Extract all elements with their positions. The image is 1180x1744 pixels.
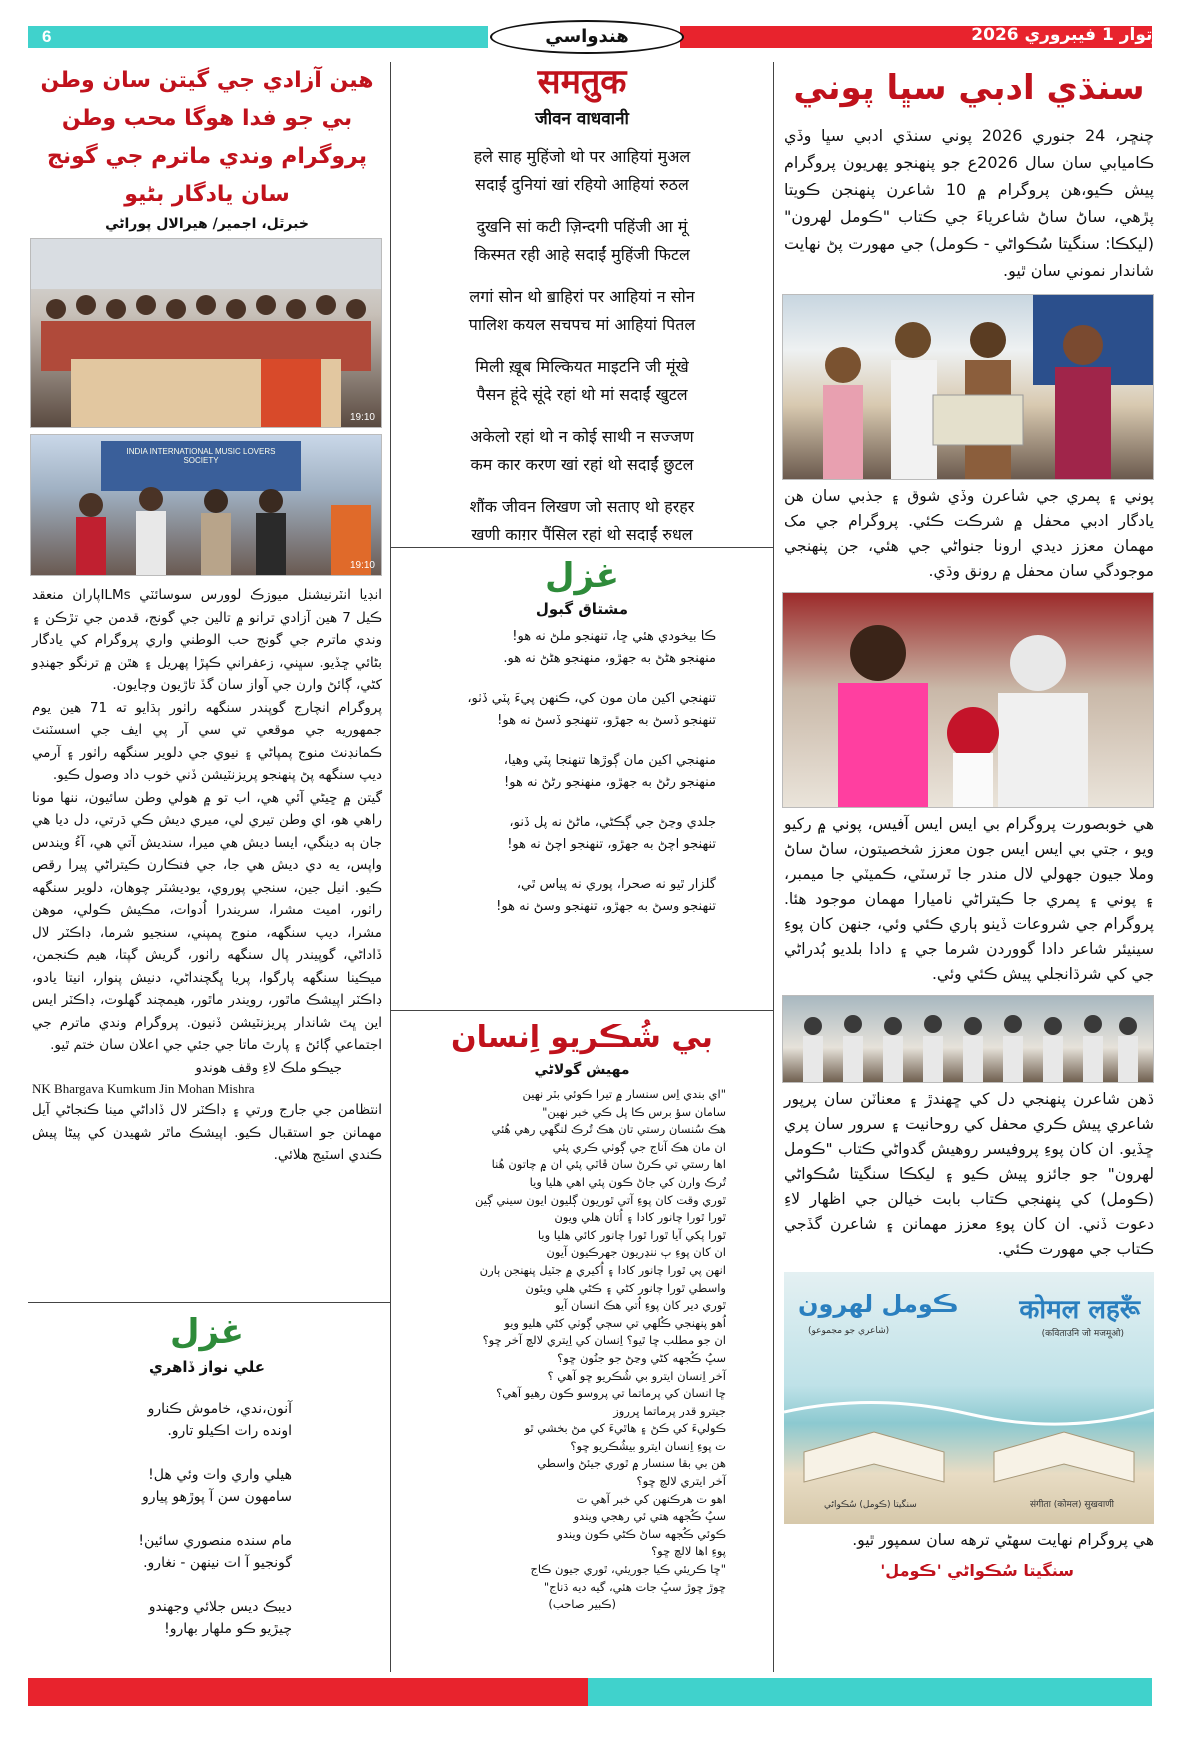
poem-line: कम कार करण खां रहां थो सदाईं छुटल	[470, 455, 694, 474]
middle-poem3	[398, 1018, 766, 1672]
poem-line: هيلي واري وات وئي هل!	[148, 1467, 292, 1483]
poem-line: शौंक जीवन लिखण जो सताए थो हरहर	[469, 497, 695, 516]
footer-bar-teal	[588, 1678, 1152, 1706]
issue-date: آرتوار 1 فيبروري 2026	[971, 25, 1168, 45]
people-illustration	[783, 593, 1153, 807]
photo-caption: هي پروگرام نهايت سهڻي ترهه سان سمپور ٿيو.	[852, 1531, 1154, 1549]
poem-line	[32, 1442, 292, 1464]
event-photo	[30, 238, 382, 428]
header-bar-teal	[28, 26, 488, 48]
book-subtitle-sindhi: (شاعري جو مجموعو)	[808, 1326, 890, 1336]
poem-line: ٿوري وقت کان پوءِ آتي ٿوريون ڳليون ايون سيني ڳين	[475, 1192, 726, 1207]
article-body: جيڪو ملڪ لاءِ وقف هوندو	[195, 1059, 342, 1076]
poem-line: منهنجو هڻڻ به جهڙو، منهنجو هڻڻ نه هو.	[503, 651, 716, 666]
poem-title: بي شُڪريو اِنسان	[451, 1020, 713, 1055]
poem-line: ان کان پوءِ ٻ ننڍريون جهرڪيون آيون	[546, 1245, 726, 1260]
page-footer	[0, 1678, 1180, 1708]
poem-line: हले साह मुहिंजो थो पर आहियां मुअल	[473, 147, 691, 166]
poem-line: تنهنجي اکين مان مون کي، ڪنهن پيءَ پٽي ڏٺو،	[467, 691, 716, 706]
photo-caption: ڌهن شاعرن پنهنجي دل کي ڇهندڙ ۽ معناٽن سان پرپور شاعري پيش ڪري محفل کي روحانيت ۽ سرور سان پري ڇڏيو. ان کان پوءِ پروفيسر روهيش گدواڻي ڪتاب "ڪومل لهرون" جو جائزو پيش ڪيو ۽ ليکڪا سنگيتا سُڪواڻي (ڪومل) کي پنهنجي ڪتاب بابت خيالن جي اظهار لاءِ دعوت ڏني. ان کان پوءِ معزز مهمانن ۽ شاعرن گڏجي ڪتاب جي مهورت ڪئي.	[784, 1090, 1154, 1258]
poem-title: غزل	[170, 1312, 244, 1352]
poem-line: چيڙيو ڪو ملهار بهارو!	[164, 1621, 292, 1637]
poem-line: ڇا انسان کي پرماتما تي پروسو ڪون رهيو آهي؟	[496, 1386, 726, 1401]
column-divider	[773, 62, 774, 1672]
event-photo	[782, 995, 1154, 1083]
people-illustration	[783, 996, 1153, 1082]
poem-line: ڪوئي ڪُجهه ساڻ ڪڻي ڪون ويندو	[557, 1526, 726, 1541]
poem-line: ٿورا پکي آيا ٿورا ٿورا چانور کائي هليا ويا	[537, 1227, 726, 1242]
poem-line	[32, 1574, 292, 1596]
article-title: سنڌي ادبي سڀا پوني	[793, 68, 1145, 108]
poem-line: گلزار ٿيو نه صحرا، پوري نه پياس ٿي،	[516, 877, 716, 892]
right-column	[784, 62, 1154, 1672]
article-intro: چنڇر، 24 جنوري 2026 پوني سنڌي ادبي سڀا وڏي ڪاميابي سان سال 2026ع جو پنهنجو پهريون پروگرام پيش ڪيو،هن پروگرام ۾ 10 شاعرن پنهنجن ڪويتا پڙهي، ساڻ ساڻ شاعرياءَ جي ڪتاب "ڪومل لهرون" (ليکڪا: سنگيتا سُڪواڻي - ڪومل) جي مهورت پڻ نهايت شاندار نموني سان ٿيو.	[784, 126, 1155, 280]
poem-body	[398, 626, 766, 918]
banner-text: INDIA INTERNATIONAL MUSIC LOVERS SOCIETY	[126, 447, 276, 465]
book-title-sindhi: ڪومل لهرون	[798, 1290, 959, 1318]
poem-line: अकेलो रहां थो न कोई साथी न सज्जण	[470, 427, 694, 446]
poem-line: انهن پي ٿورا چانور کادا ۽ اُکيري ۾ جٽيل پنهنجن ٻارن	[479, 1262, 726, 1277]
photo-caption: پوني ۽ پمري جي شاعرن وڏي شوق ۽ جذبي سان هن يادگار ادبي محفل ۾ شرڪت ڪئي. پروگرام جي مک مهمان معزز ديدي ارونا جنواڻي جي هئي، جن پنهنجي موجودگي سان محفل ۾ رونق وڌي.	[784, 487, 1154, 580]
poem-author: مهيش گولاڻي	[534, 1062, 630, 1078]
poem-line: واسطي ٿورا چانور کڻي ۽ ڪڻي هلي ويئون	[525, 1280, 726, 1295]
reporter-name: سنگيتا سُڪواڻي 'ڪومل'	[880, 1561, 1074, 1580]
poem-line: ٿورا ٿورا چانور کادا ۽ اُتان هلي ويون	[554, 1210, 726, 1225]
poem-line: جيترو قدر پرماتما ڀرروز	[613, 1403, 726, 1418]
poem-author: مشتاق گبول	[535, 600, 629, 618]
poem-line: ديبڪ ديس جلائي وجهندو	[148, 1599, 292, 1615]
poem-line: किस्मत रही आहे सदाईं मुहिंजी फिटल	[474, 245, 690, 264]
article-byline: خبرٿل، اجمير/ هيرالال پوراڻي	[105, 216, 309, 232]
poem-line: سڀُ ڪُجهه کڻي وڃڻ جو جنُون ڇو؟	[557, 1350, 726, 1365]
poem-line: मिली ख़ूब मिल्किय‍त माइटनि जी मूंखे	[475, 357, 689, 376]
book-title-devanagari: कोमल लहरूँ	[1019, 1295, 1140, 1325]
article-body: انتظامن جي جارج ورتي ۽ ڊاڪٽر لال ڏاداڻي مينا ڪنجاڻي آيل مهمانن جو استقبال ڪيو. اپيشڪ ماٿر شهيدن کي پيڻا پيش ڪندي اسٽيج هلائي.	[32, 1102, 382, 1163]
event-photo	[782, 592, 1154, 808]
article-body: پروگرام انچارج گوپندر سنگهه راٺور ٻڌايو ته 71 هين يوم جمهوريه جي موقعي تي سي آر پي ايف جي اسسٽنٽ ڪمانڊنٽ منوج پمپاڻي ۽ نيوي جي دلوير سنگهه راٺور ۽ آرمي ديپ سنگهه پڻ پنهنجو پريزنٽيشن ڏني خوب داد وصول ڪيو.	[32, 699, 382, 783]
book-subtitle-devanagari: (कविताउनि जो मजमूओ)	[1041, 1329, 1124, 1339]
event-photo	[30, 434, 382, 576]
section-divider	[28, 1302, 390, 1303]
poem-line: पैसन हूंदे सूंदे रहां थो मां सदाईं खुटल	[476, 385, 688, 404]
column-divider	[390, 62, 391, 1672]
poem-author: जीवन वाधवानी	[535, 109, 629, 129]
poem-line: दुखनि सां कटी ज़िन्दगी पहिंजी आ मूं	[476, 217, 688, 236]
book-author-sindhi: سنگيتا (ڪومل) سُڪواڻي	[824, 1500, 917, 1510]
poem-line: تنهنجو ڏسڻ به جهڙو، تنهنجو ڏسڻ نه هو!	[497, 713, 716, 728]
left-ghazal	[32, 1312, 382, 1672]
poem-line: پوءِ اها لالچ ڇو؟	[651, 1544, 726, 1559]
poem-line: ت پوءِ اِنسان ايترو بيشُڪريو ڇو؟	[570, 1438, 726, 1453]
poem-line: تنهنجو وسڻ به جهڙو، تنهنجو وسڻ نه هو!	[496, 899, 716, 914]
poem-line: مام سنده منصوري سائين!	[138, 1533, 292, 1549]
poem-line: اهو ت هرڪنهن کي خبر آهي ت	[576, 1491, 726, 1506]
event-photo	[782, 294, 1154, 480]
article-body: انڊيا انٽرنيشنل ميوزڪ لوورس سوسائٽي ILMsپاران منعقد ڪيل 7 هين آزادي ترانو ۾ تالين جي گونج، قدمن جي تڙڪن ۽ وندي ماترم جي گونج حب الوطني واري پروگرام کي يادگار بڻائي ڇڏيو. سڀني، زعفراني ڪپڙا پهريل ۽ هٿن ۾ ترنگو جهنڊو کڻي، ڳائڻ وارن جي آواز سان گڏ تاڙيون وڄايون.	[32, 587, 382, 693]
book-author-devanagari: संगीता (कोमल) सुखवाणी	[1029, 1500, 1114, 1510]
poem-line: سڀُ ڪُجهه هتي ئي رهجي ويندو	[573, 1509, 726, 1524]
poem-line: سامان سؤ برس ڪا پل ڪي خبر نهين"	[542, 1104, 726, 1119]
article-body-latin: NK Bhargava Kumkum Jin Mohan Mishra	[32, 1081, 255, 1096]
poem-title: غزل	[545, 556, 619, 596]
people-illustration	[783, 295, 1153, 479]
page-number: 6	[42, 27, 52, 46]
section-divider	[390, 547, 773, 548]
poem-line: खणी काग़र पैंसिल रहां थो सदाईं रुधल	[471, 525, 693, 544]
poem-line: اها رستي تي ڪرڻ سان ڦاٽي پئي ان ۾ چاتون هُنا	[491, 1157, 726, 1172]
poem-line: ڇوڙ ڇوڙ سڀُ جات هئي، گيه ديه ڌناج"	[543, 1579, 726, 1594]
poem-line: "اي بندي اِس سنسار ۾ تيرا ڪوئي بٽر نهين	[522, 1087, 726, 1101]
poem-line: ڪوليءَ کي ڪڻ ۽ هاٿيءَ کي مڻ بخشي ٿو	[524, 1421, 726, 1436]
article-title: هين آزادي جي گيتن سان وطن بي جو فدا هوگا محب وطن پروگرام وندي ماترم جي گونج سان يادگار بڻيو	[40, 68, 374, 207]
poem-line: آنون،ندي، خاموش ڪنارو	[147, 1401, 292, 1417]
poem-title: समतुक	[537, 62, 627, 102]
poem-line: ان جو مطلب ڇا ٿيو؟ اِنسان کي اِيتري لالچ آخر ڇو؟	[482, 1333, 726, 1348]
poem-line: هڪ سُنسان رستي تان هڪ تُرڪ لنگهي رهي هُئي	[491, 1122, 726, 1137]
photo-timestamp: 19:10	[349, 412, 375, 423]
poem-author: علي نواز ڏاهري	[148, 1358, 266, 1376]
poem-line: جلدي وڃڻ جي ڳڪڻي، ماڻڻ نه پل ڏنو،	[509, 815, 716, 830]
poem-line: اونده رات اڪيلو تارو.	[167, 1423, 292, 1439]
section-divider	[390, 1010, 773, 1011]
poem-line: هن بي بقا سنسار ۾ ٿوري جيئڻ واسطي	[537, 1456, 726, 1471]
poem-line: تُرڪ وارن کي جاڻ ڪون پئي اهي هليا ويا	[529, 1174, 726, 1189]
poem-line: ٿوري دير کان پوءِ اُتي هڪ انسان آيو	[554, 1298, 726, 1313]
poem-line: تنهنجو اچڻ به جهڙو، تنهنجو اچڻ نه هو!	[507, 837, 716, 852]
poem-line: گونجيو آ ات نينهن - نغارو.	[143, 1555, 292, 1571]
poem-line: آخر ايتري لالچ ڇو؟	[636, 1474, 726, 1489]
article-body: گيتن ۾ ڇيڻي آئي هي، اب تو ۾ هولي وطن سائيون، ننها مونا راهي هو، اي وطن تيري لي، ميري ديش ڪي ڌرتي، دل ديا هي جان ٻه دينگي، ايسا ديش هي ميرا، سنديش آتي هي، آءُ ويندس واپس، يه دي ديش هي جا، جي فنڪارن ڪيتراڻي پيرا رقص ڪيو. انيل جين، سنجي پوروي، يوديشٽر چوهان، دلوير سنگهه راٺور، اميت مشرا، سريندرا اُدوات، مڪيش ڪولي، موهن مشرا، ديپ سنگهه، منوج پمپني، سنجيو شرما، ڊاڪٽر لال ڏاداڻي، گوپيندر پال سنگهه راٺور، گريش گپتا، هيم ڪنجمن، ميڪينا سنگهه پارگوا، پريا ڀگچنداڻي، دنيش پنوار، انيتا يادو، ڊاڪٽر اپيشڪ ماٿور، رويندر ماٿور، هيمچند گهلوت، ڊاڪٽر ايس اين ڀٽ شاندار پريزنٽيشن ڏنيون. پروگرام وندي ماترم جي اجتماعي ڳائڻ ۽ پارٿ ماتا جي جئي جي اعلان سان ختم ٿيو.	[32, 789, 382, 1053]
footer-bar-red	[28, 1678, 588, 1706]
poem-line: منهنجو رڻڻ به جهڙو، منهنجو رڻڻ نه هو!	[504, 775, 716, 790]
poem-line: लगां सोन थो ॿाहिरां पर आहियां न सोन	[469, 287, 695, 306]
photo-caption: هي خوبصورت پروگرام بي ايس ايس آفيس، پوني ۾ رکيو ويو ، جتي بي ايس ايس جون معزز شخصيتون، ساڻ ساڻ وملا جيون جهولي لال مندر جا ٽرسٽي، ڪميٽي جا ميمبر، ۽ پوني ۽ پمري جا ڪيتراڻي ناميارا مهمان موجود هئا. پروگرام جي شروعات ڏينو ٻاري ڪئي وئي، جنهن کان پوءِ سينيئر شاعر دادا گووردن شرما جي ۽ دادا بلديو ٻُدراڻي جي کي شرڌانجلي پيش ڪئي وئي.	[784, 815, 1154, 983]
poem-line: ڪا بيخودي هئي ڇا، تنهنجو ملڻ نه هو!	[512, 629, 716, 644]
photo-timestamp: 19:10	[349, 560, 375, 571]
masthead-logo: هندواسي	[490, 20, 684, 54]
poem-body	[32, 1398, 382, 1640]
poem-line: ان مان هڪ آناج جي ڳوٺي ڪري پئي	[552, 1139, 726, 1154]
poem-line	[32, 1508, 292, 1530]
group-photo-illustration	[31, 239, 381, 427]
poem-line: सदाईं दुनियां खां रहियो आहियां रुठल	[475, 175, 689, 194]
book-cover	[784, 1272, 1154, 1524]
poem-citation: (ڪبير صاحب)	[548, 1597, 616, 1612]
open-books-illustration	[784, 1392, 1154, 1502]
poem-line: "ڇا ڪريئي ڪيا جوريئي، ٿوري جيون ڪاج	[530, 1562, 726, 1577]
poem-line: سامهون سن آ پوڙهو پيارو	[142, 1489, 292, 1505]
page-header	[0, 0, 1180, 50]
poem-line: آخر اِنسان ايترو بي شُڪريو ڇو آهي ؟	[547, 1368, 726, 1383]
poem-line: منهنجي اکين مان ڳوڙها تنهنجا پٽي وهيا،	[503, 753, 716, 768]
poem-line: पालिश कयल सचपच मां आहियां पितल	[468, 315, 696, 334]
poem-body	[398, 1086, 766, 1614]
poem-body	[398, 143, 766, 549]
poem-line: اُهو پنهنجي ڪُلهي تي سڄي ڳوٺي کڻي هليو ويو	[504, 1315, 726, 1330]
